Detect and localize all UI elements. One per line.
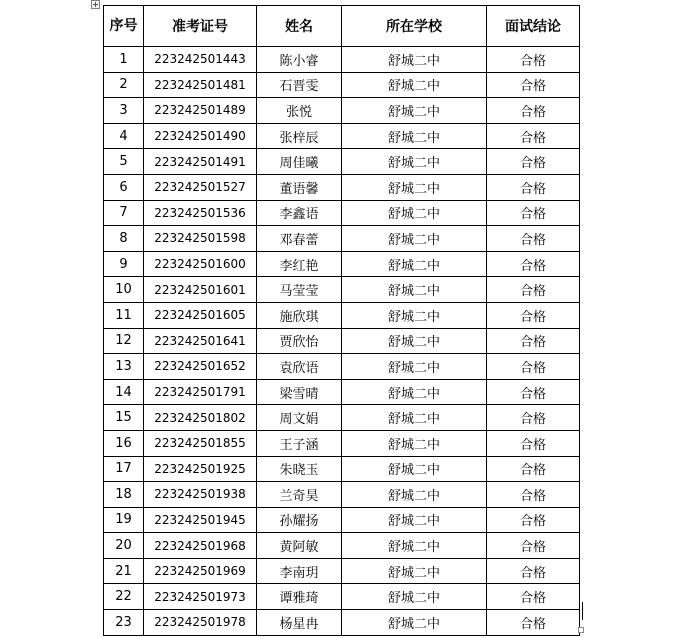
cell-result: 合格 xyxy=(487,456,580,482)
cell-name: 马莹莹 xyxy=(257,277,342,303)
cell-school: 舒城二中 xyxy=(342,226,487,252)
cell-result: 合格 xyxy=(487,98,580,124)
cell-exam-id: 223242501802 xyxy=(144,405,257,431)
cell-name: 周文娟 xyxy=(257,405,342,431)
cell-seq: 20 xyxy=(104,533,144,559)
header-exam-id: 准考证号 xyxy=(144,6,257,47)
cell-school: 舒城二中 xyxy=(342,584,487,610)
cell-name: 孙耀扬 xyxy=(257,507,342,533)
cell-seq: 14 xyxy=(104,379,144,405)
cell-seq: 2 xyxy=(104,72,144,98)
cell-result: 合格 xyxy=(487,123,580,149)
cell-exam-id: 223242501968 xyxy=(144,533,257,559)
table-header-row xyxy=(104,6,580,47)
cell-result: 合格 xyxy=(487,302,580,328)
cell-name: 袁欣语 xyxy=(257,354,342,380)
cell-result: 合格 xyxy=(487,277,580,303)
cell-school: 舒城二中 xyxy=(342,482,487,508)
cell-seq: 3 xyxy=(104,98,144,124)
cell-seq: 11 xyxy=(104,302,144,328)
table-row xyxy=(104,149,580,175)
header-result: 面试结论 xyxy=(487,6,580,47)
table-row xyxy=(104,328,580,354)
header-school: 所在学校 xyxy=(342,6,487,47)
cell-result: 合格 xyxy=(487,251,580,277)
cell-exam-id: 223242501938 xyxy=(144,482,257,508)
table-row xyxy=(104,98,580,124)
cell-name: 邓春蕾 xyxy=(257,226,342,252)
cell-seq: 9 xyxy=(104,251,144,277)
table-body xyxy=(104,47,580,636)
cell-school: 舒城二中 xyxy=(342,47,487,73)
cell-exam-id: 223242501945 xyxy=(144,507,257,533)
cell-exam-id: 223242501443 xyxy=(144,47,257,73)
cell-name: 李南玥 xyxy=(257,558,342,584)
cell-seq: 8 xyxy=(104,226,144,252)
cell-result: 合格 xyxy=(487,174,580,200)
table-row xyxy=(104,430,580,456)
cell-exam-id: 223242501527 xyxy=(144,174,257,200)
cell-exam-id: 223242501481 xyxy=(144,72,257,98)
table-row xyxy=(104,482,580,508)
cell-seq: 21 xyxy=(104,558,144,584)
text-cursor xyxy=(582,602,583,620)
cell-result: 合格 xyxy=(487,226,580,252)
cell-result: 合格 xyxy=(487,405,580,431)
cell-seq: 13 xyxy=(104,354,144,380)
cell-name: 陈小睿 xyxy=(257,47,342,73)
cell-name: 周佳曦 xyxy=(257,149,342,175)
cell-name: 石晋雯 xyxy=(257,72,342,98)
cell-exam-id: 223242501536 xyxy=(144,200,257,226)
cell-school: 舒城二中 xyxy=(342,302,487,328)
cell-result: 合格 xyxy=(487,610,580,636)
cell-school: 舒城二中 xyxy=(342,174,487,200)
table-row xyxy=(104,584,580,610)
cell-exam-id: 223242501489 xyxy=(144,98,257,124)
cell-result: 合格 xyxy=(487,72,580,98)
cell-result: 合格 xyxy=(487,328,580,354)
cell-name: 黄阿敏 xyxy=(257,533,342,559)
cell-seq: 10 xyxy=(104,277,144,303)
cell-school: 舒城二中 xyxy=(342,72,487,98)
header-seq: 序号 xyxy=(104,6,144,47)
cell-school: 舒城二中 xyxy=(342,558,487,584)
cell-school: 舒城二中 xyxy=(342,610,487,636)
cell-seq: 16 xyxy=(104,430,144,456)
table-row xyxy=(104,47,580,73)
cell-result: 合格 xyxy=(487,533,580,559)
cell-exam-id: 223242501598 xyxy=(144,226,257,252)
cell-name: 兰奇昊 xyxy=(257,482,342,508)
cell-school: 舒城二中 xyxy=(342,98,487,124)
cell-name: 王子涵 xyxy=(257,430,342,456)
cell-exam-id: 223242501652 xyxy=(144,354,257,380)
cell-exam-id: 223242501490 xyxy=(144,123,257,149)
cell-exam-id: 223242501978 xyxy=(144,610,257,636)
cell-result: 合格 xyxy=(487,558,580,584)
cell-name: 朱晓玉 xyxy=(257,456,342,482)
cell-name: 谭雅琦 xyxy=(257,584,342,610)
cell-name: 张悦 xyxy=(257,98,342,124)
table-row xyxy=(104,610,580,636)
cell-exam-id: 223242501491 xyxy=(144,149,257,175)
cell-seq: 6 xyxy=(104,174,144,200)
table-row xyxy=(104,354,580,380)
table-resize-handle[interactable] xyxy=(578,627,584,633)
cell-name: 董语馨 xyxy=(257,174,342,200)
cell-name: 杨星冉 xyxy=(257,610,342,636)
cell-exam-id: 223242501973 xyxy=(144,584,257,610)
cell-school: 舒城二中 xyxy=(342,251,487,277)
cell-school: 舒城二中 xyxy=(342,533,487,559)
cell-name: 李红艳 xyxy=(257,251,342,277)
header-name: 姓名 xyxy=(257,6,342,47)
table-row xyxy=(104,72,580,98)
cell-seq: 12 xyxy=(104,328,144,354)
cell-seq: 19 xyxy=(104,507,144,533)
cell-seq: 7 xyxy=(104,200,144,226)
cell-seq: 18 xyxy=(104,482,144,508)
cell-result: 合格 xyxy=(487,200,580,226)
cell-exam-id: 223242501925 xyxy=(144,456,257,482)
cell-seq: 17 xyxy=(104,456,144,482)
cell-result: 合格 xyxy=(487,379,580,405)
cell-seq: 4 xyxy=(104,123,144,149)
cell-name: 贾欣怡 xyxy=(257,328,342,354)
cell-seq: 15 xyxy=(104,405,144,431)
cell-exam-id: 223242501600 xyxy=(144,251,257,277)
table-row xyxy=(104,174,580,200)
results-table xyxy=(103,5,580,636)
cell-school: 舒城二中 xyxy=(342,277,487,303)
cell-exam-id: 223242501601 xyxy=(144,277,257,303)
cell-seq: 5 xyxy=(104,149,144,175)
table-row xyxy=(104,277,580,303)
cell-school: 舒城二中 xyxy=(342,328,487,354)
table-row xyxy=(104,379,580,405)
cell-name: 施欣琪 xyxy=(257,302,342,328)
cell-seq: 22 xyxy=(104,584,144,610)
cell-school: 舒城二中 xyxy=(342,507,487,533)
table-row xyxy=(104,405,580,431)
cell-result: 合格 xyxy=(487,584,580,610)
cell-result: 合格 xyxy=(487,507,580,533)
table-row xyxy=(104,533,580,559)
table-row xyxy=(104,123,580,149)
table-row xyxy=(104,456,580,482)
table-row xyxy=(104,251,580,277)
table-row xyxy=(104,226,580,252)
cell-name: 李鑫语 xyxy=(257,200,342,226)
cell-school: 舒城二中 xyxy=(342,354,487,380)
table-row xyxy=(104,200,580,226)
cell-result: 合格 xyxy=(487,430,580,456)
cell-school: 舒城二中 xyxy=(342,405,487,431)
cell-result: 合格 xyxy=(487,149,580,175)
cell-school: 舒城二中 xyxy=(342,379,487,405)
cell-result: 合格 xyxy=(487,482,580,508)
cell-exam-id: 223242501969 xyxy=(144,558,257,584)
table-row xyxy=(104,507,580,533)
cell-exam-id: 223242501855 xyxy=(144,430,257,456)
cell-seq: 23 xyxy=(104,610,144,636)
cell-exam-id: 223242501605 xyxy=(144,302,257,328)
cell-seq: 1 xyxy=(104,47,144,73)
table-move-handle-icon[interactable] xyxy=(91,0,100,9)
cell-school: 舒城二中 xyxy=(342,123,487,149)
cell-school: 舒城二中 xyxy=(342,456,487,482)
cell-school: 舒城二中 xyxy=(342,430,487,456)
cell-school: 舒城二中 xyxy=(342,200,487,226)
cell-school: 舒城二中 xyxy=(342,149,487,175)
cell-result: 合格 xyxy=(487,354,580,380)
cell-exam-id: 223242501791 xyxy=(144,379,257,405)
table-row xyxy=(104,558,580,584)
cell-exam-id: 223242501641 xyxy=(144,328,257,354)
cell-result: 合格 xyxy=(487,47,580,73)
cell-name: 张梓辰 xyxy=(257,123,342,149)
table-row xyxy=(104,302,580,328)
cell-name: 梁雪晴 xyxy=(257,379,342,405)
